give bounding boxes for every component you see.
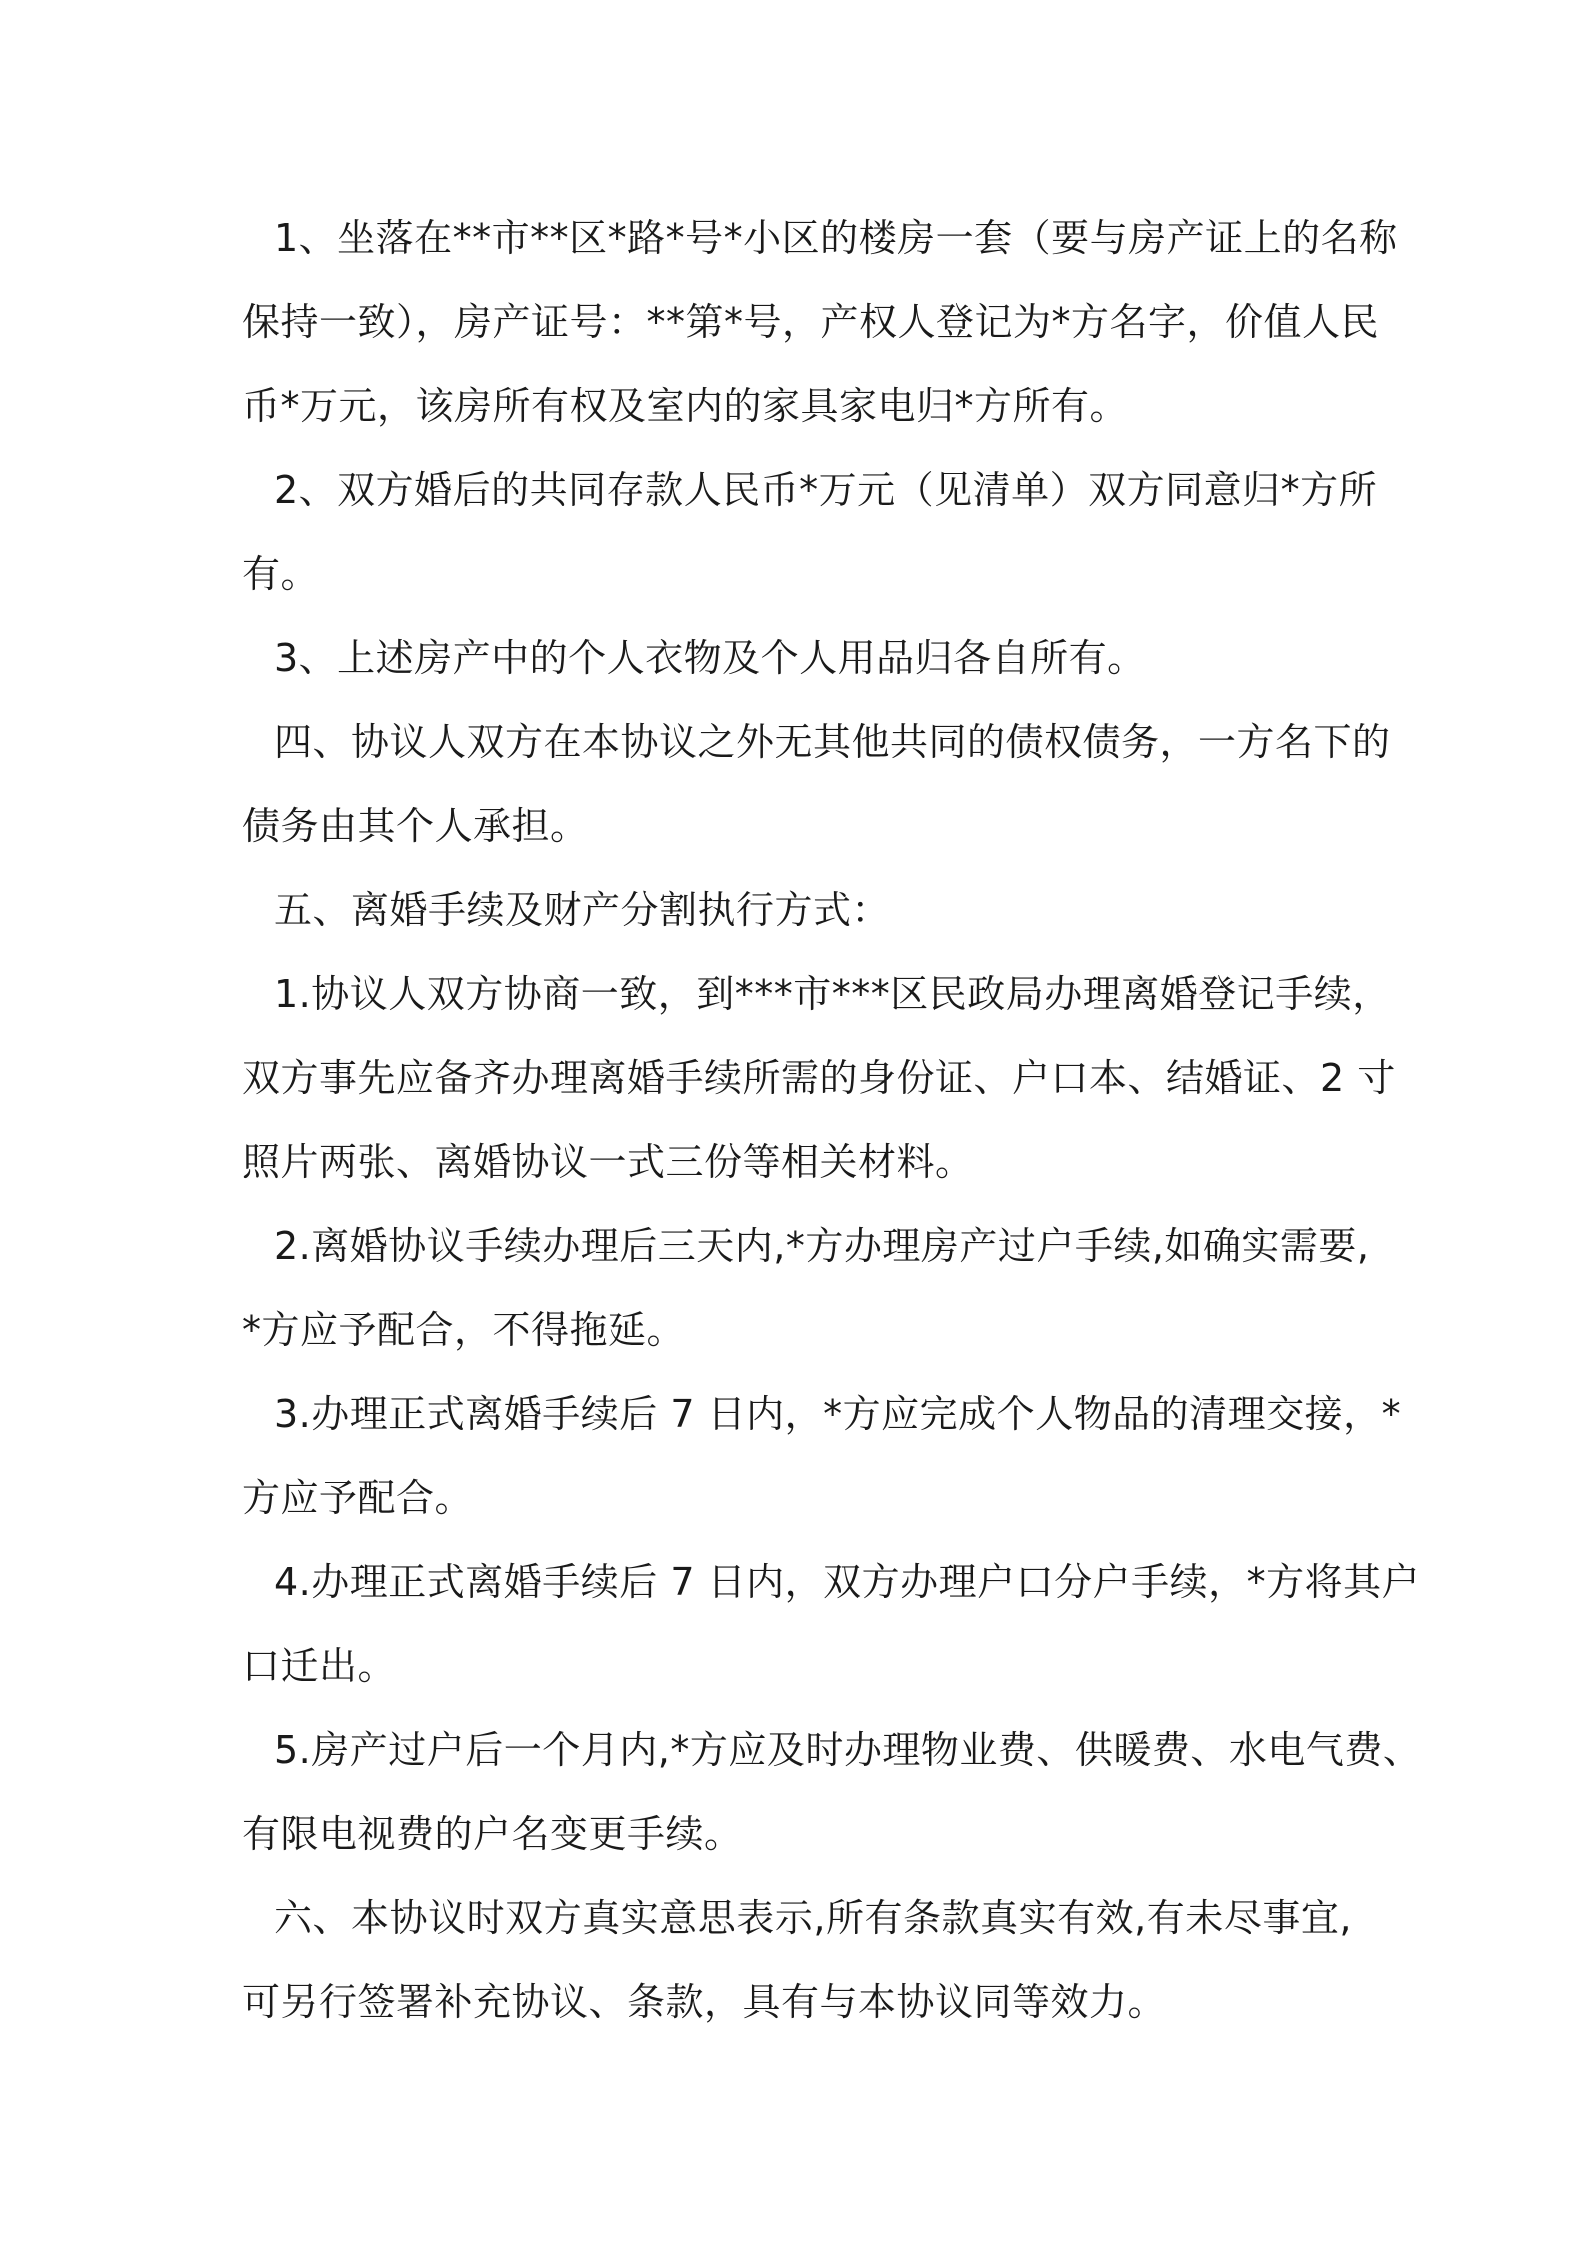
paragraph-p8: [242, 1372, 1402, 1540]
paragraph-line: 方应予配合。: [242, 1476, 474, 1520]
paragraph-p11: [242, 1876, 1352, 2044]
paragraph-line: 可另行签署补充协议、条款，具有与本协议同等效力。: [242, 1980, 1167, 2024]
paragraph-p9: [242, 1540, 1421, 1708]
paragraph-line: 1、坐落在**市**区*路*号*小区的楼房一套（要与房产证上的名称: [274, 216, 1398, 260]
paragraph-line: 有。: [242, 552, 320, 596]
paragraph-p5: [242, 868, 1352, 952]
paragraph-line: 3.办理正式离婚手续后 7 日内，*方应完成个人物品的清理交接，*: [274, 1392, 1402, 1436]
paragraph-p6: [242, 952, 1396, 1204]
paragraph-line: 债务由其个人承担。: [242, 804, 589, 848]
paragraph-p2: [242, 448, 1378, 616]
paragraph-p1: [242, 196, 1398, 448]
paragraph-line: 3、上述房产中的个人衣物及个人用品归各自所有。: [274, 636, 1146, 680]
paragraph-line: 五、离婚手续及财产分割执行方式：: [274, 888, 891, 932]
paragraph-line: 照片两张、离婚协议一式三份等相关材料。: [242, 1140, 974, 1184]
paragraph-p4: [242, 700, 1391, 868]
document-body: [242, 196, 1422, 2044]
paragraph-line: 六、本协议时双方真实意思表示,所有条款真实有效,有未尽事宜,: [274, 1896, 1352, 1940]
paragraph-p10: [242, 1708, 1422, 1876]
paragraph-line: *方应予配合，不得拖延。: [242, 1308, 686, 1352]
paragraph-line: 1.协议人双方协商一致，到***市***区民政局办理离婚登记手续，: [274, 972, 1391, 1016]
paragraph-line: 有限电视费的户名变更手续。: [242, 1812, 743, 1856]
paragraph-line: 4.办理正式离婚手续后 7 日内，双方办理户口分户手续，*方将其户: [274, 1560, 1421, 1604]
paragraph-line: 双方事先应备齐办理离婚手续所需的身份证、户口本、结婚证、2 寸: [242, 1056, 1396, 1100]
paragraph-line: 2.离婚协议手续办理后三天内,*方办理房产过户手续,如确实需要,: [274, 1224, 1370, 1268]
paragraph-line: 保持一致），房产证号：**第*号，产权人登记为*方名字，价值人民: [242, 300, 1380, 344]
paragraph-line: 币*万元，该房所有权及室内的家具家电归*方所有。: [242, 384, 1129, 428]
paragraph-line: 2、双方婚后的共同存款人民币*万元（见清单）双方同意归*方所: [274, 468, 1378, 512]
paragraph-line: 口迁出。: [242, 1644, 397, 1688]
paragraph-p3: [242, 616, 1352, 700]
paragraph-line: 5.房产过户后一个月内,*方应及时办理物业费、供暖费、水电气费、: [274, 1728, 1422, 1772]
paragraph-p7: [242, 1204, 1370, 1372]
paragraph-line: 四、协议人双方在本协议之外无其他共同的债权债务，一方名下的: [274, 720, 1391, 764]
